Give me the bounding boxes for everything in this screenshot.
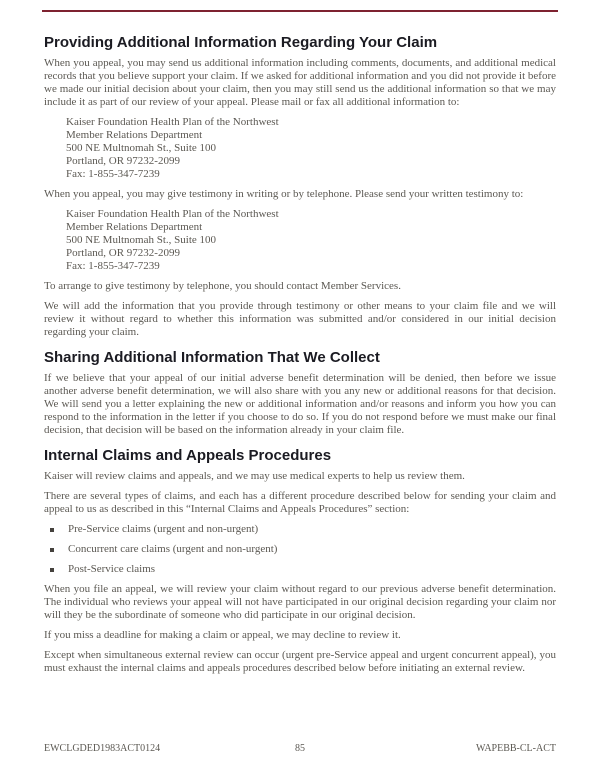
paragraph-kaiser-review: Kaiser will review claims and appeals, and we may use medical experts to help us review them. [44, 470, 465, 482]
list-item-concurrent-care [48, 543, 556, 556]
paragraph-appeal-review: When you file an appeal, we will review your claim without regard to our previous adverse benefit determination. The individual who reviews your appeal will not have participated in our original decision regarding your claim nor will they be the subordinate of someone who did participate in our original decision. [44, 583, 556, 621]
address-block-testimony [66, 208, 556, 273]
bullet-icon [50, 568, 54, 572]
address-line-fax: Fax: 1-855-347-7239 [66, 260, 160, 272]
paragraph-arrange-telephone: To arrange to give testimony by telephone, you should contact Member Services. [44, 280, 401, 292]
address-block-mail-fax [66, 116, 556, 181]
top-rule-divider [42, 10, 558, 12]
list-item-label: Concurrent care claims (urgent and non-urgent) [68, 543, 278, 555]
paragraph-appeal-additional-info: When you appeal, you may send us additional information including comments, documents, and additional medical records that you believe support your claim. If we asked for additional information and you did not provide it before we made our initial decision about your claim, then you may still send us the additional information so that we may include it as part of our review of your appeal. Please mail or fax all additional information to: [44, 57, 556, 108]
address-line-city: Portland, OR 97232-2099 [66, 247, 180, 259]
address-line-street: 500 NE Multnomah St., Suite 100 [66, 234, 217, 246]
section-heading-providing-additional-information: Providing Additional Information Regarding Your Claim [44, 34, 438, 51]
address-line-fax: Fax: 1-855-347-7239 [66, 168, 160, 180]
bullet-icon [50, 528, 54, 532]
footer-document-code: EWCLGDED1983ACT0124 [44, 743, 161, 754]
paragraph-claim-types-intro: There are several types of claims, and each has a different procedure described below for sending your claim and appeal to us as described in this “Internal Claims and Appeals Procedures” section: [44, 490, 556, 515]
list-item-post-service [48, 563, 556, 576]
claim-types-list [44, 523, 556, 576]
address-line-department: Member Relations Department [66, 129, 203, 141]
footer-plan-code: WAPEBB-CL-ACT [476, 743, 556, 754]
paragraph-exhaust-procedures: Except when simultaneous external review can occur (urgent pre-Service appeal and urgent concurrent appeal), you must exhaust the internal claims and appeals procedures described below before initiating an external review. [44, 649, 556, 674]
paragraph-missed-deadline: If you miss a deadline for making a claim or appeal, we may decline to review it. [44, 629, 401, 641]
address-line-street: 500 NE Multnomah St., Suite 100 [66, 142, 217, 154]
section-heading-internal-claims: Internal Claims and Appeals Procedures [44, 447, 332, 464]
list-item-label: Pre-Service claims (urgent and non-urgent) [68, 523, 259, 535]
footer-page-number: 85 [295, 743, 305, 754]
list-item-pre-service [48, 523, 556, 536]
address-line-org: Kaiser Foundation Health Plan of the Northwest [66, 116, 279, 128]
paragraph-testimony: When you appeal, you may give testimony in writing or by telephone. Please send your written testimony to: [44, 188, 524, 200]
address-line-city: Portland, OR 97232-2099 [66, 155, 180, 167]
address-line-org: Kaiser Foundation Health Plan of the Northwest [66, 208, 279, 220]
bullet-icon [50, 548, 54, 552]
page-footer [44, 743, 556, 754]
section-heading-sharing-additional-information: Sharing Additional Information That We Collect [44, 349, 380, 366]
list-item-label: Post-Service claims [68, 563, 156, 575]
paragraph-add-information: We will add the information that you provide through testimony or other means to your claim file and we will review it without regard to whether this information was submitted and/or considered in our initial decision regarding your claim. [44, 300, 556, 338]
paragraph-sharing-information: If we believe that your appeal of our initial adverse benefit determination will be denied, then before we issue another adverse benefit determination, we will also share with you any new or additional reasons for that decision. We will send you a letter explaining the new or additional information and/or reasons and inform you how you can respond to the information in the letter if you choose to do so. If you do not respond before we must make our final decision, that decision will be based on the information already in your claim file. [44, 372, 556, 436]
address-line-department: Member Relations Department [66, 221, 203, 233]
